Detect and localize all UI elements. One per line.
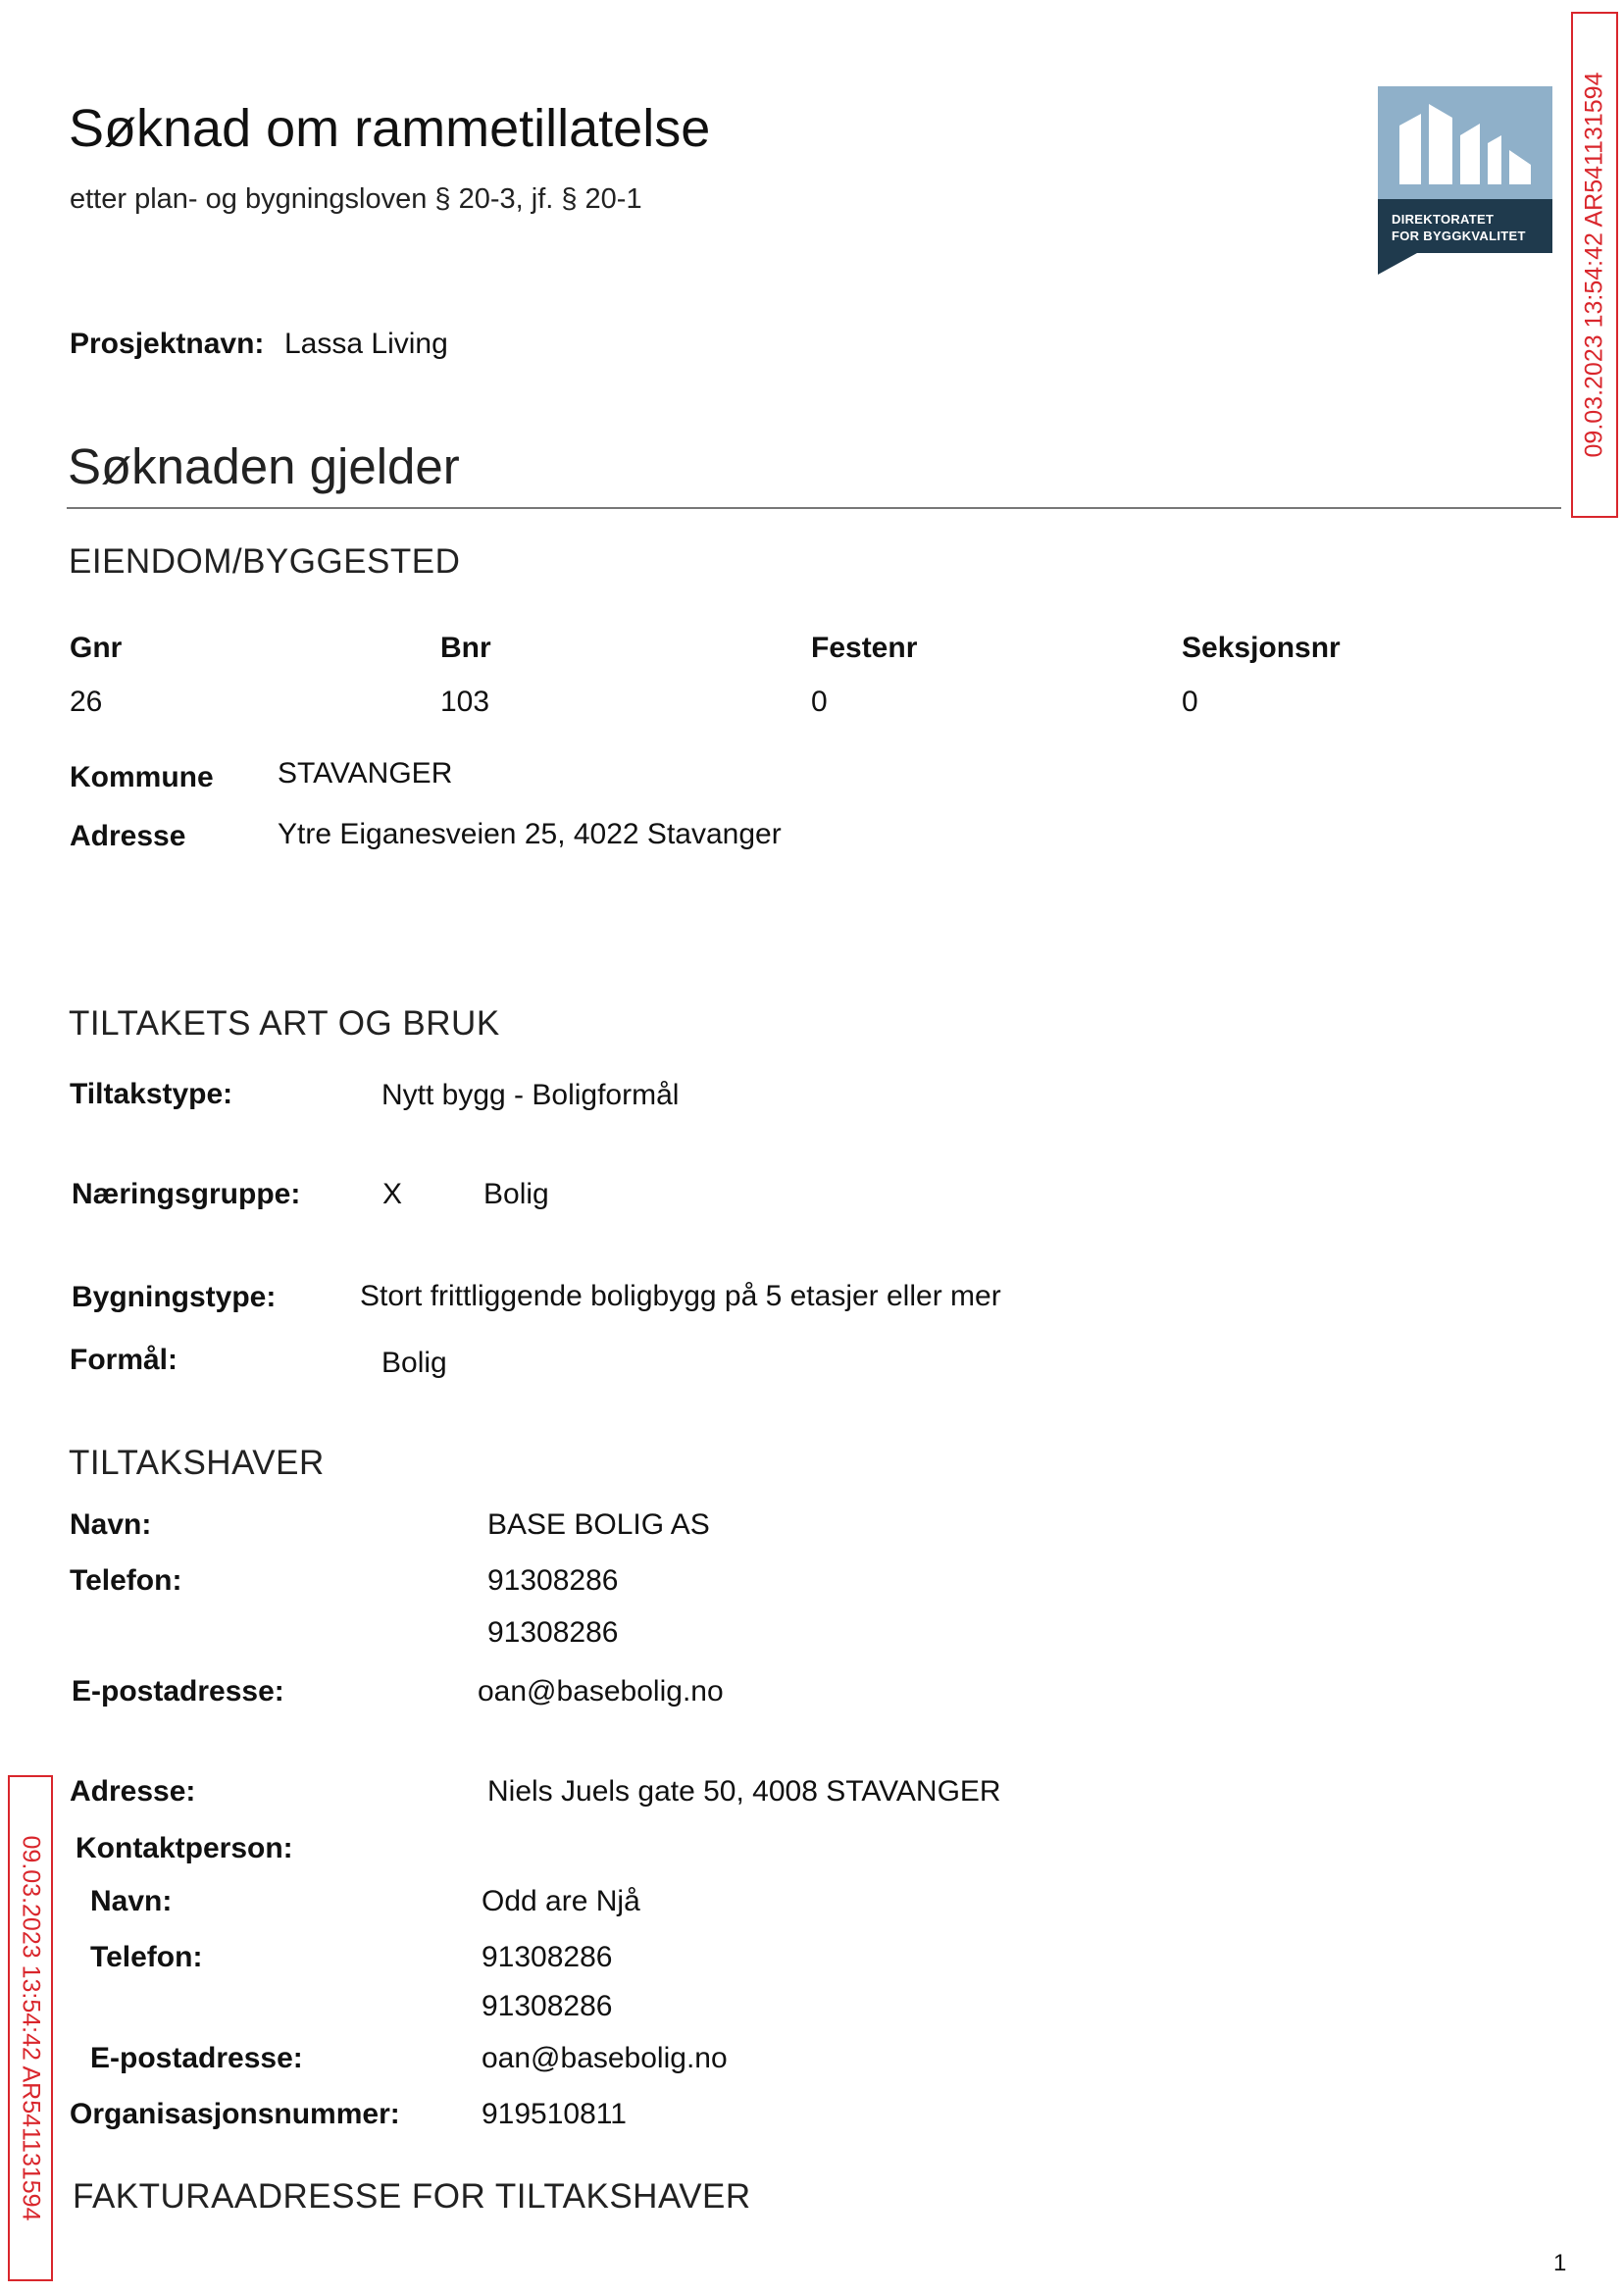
timestamp-stamp-right-text: 09.03.2023 13:54:42 AR541131594 <box>1580 72 1608 458</box>
section-divider <box>67 507 1561 509</box>
th-telefon2-value: 91308286 <box>487 1616 619 1649</box>
faktura-heading: FAKTURAADRESSE FOR TILTAKSHAVER <box>73 2177 751 2216</box>
gnr-value: 26 <box>70 686 103 718</box>
tiltak-heading: TILTAKETS ART OG BRUK <box>69 1004 500 1043</box>
kontakt-navn-label: Navn: <box>90 1885 173 1917</box>
kontakt-telefon-label: Telefon: <box>90 1941 203 1973</box>
bnr-value: 103 <box>440 686 490 718</box>
th-epost-label: E-postadresse: <box>72 1675 284 1708</box>
dibk-logo <box>1378 86 1552 275</box>
kommune-value: STAVANGER <box>278 757 453 790</box>
tiltakstype-value: Nytt bygg - Boligformål <box>381 1079 680 1111</box>
naering-value: Bolig <box>483 1178 549 1210</box>
formal-label: Formål: <box>70 1344 178 1376</box>
project-name: Lassa Living <box>284 328 448 360</box>
bygningstype-label: Bygningstype: <box>72 1281 277 1313</box>
formal-value: Bolig <box>381 1347 447 1379</box>
festenr-label: Festenr <box>811 632 918 664</box>
logo-line2: FOR BYGGKVALITET <box>1392 229 1526 243</box>
document-subtitle: etter plan- og bygningsloven § 20-3, jf. § 20-1 <box>70 183 642 215</box>
kontakt-telefon1-value: 91308286 <box>482 1941 613 1973</box>
seksjonsnr-value: 0 <box>1182 686 1198 718</box>
naering-label: Næringsgruppe: <box>72 1178 301 1210</box>
page-number: 1 <box>1553 2250 1567 2276</box>
adresse-value: Ytre Eiganesveien 25, 4022 Stavanger <box>278 818 782 850</box>
th-navn-label: Navn: <box>70 1508 152 1541</box>
gnr-label: Gnr <box>70 632 123 664</box>
th-adresse-label: Adresse: <box>70 1775 196 1808</box>
timestamp-stamp-left-text: 09.03.2023 13:54:42 AR541131594 <box>17 1835 45 2221</box>
timestamp-stamp-left <box>8 1775 53 2281</box>
festenr-value: 0 <box>811 686 828 718</box>
naering-code: X <box>382 1178 403 1210</box>
orgnr-label: Organisasjonsnummer: <box>70 2098 400 2130</box>
kontakt-label: Kontaktperson: <box>76 1832 293 1864</box>
eiendom-heading: EIENDOM/BYGGESTED <box>69 542 461 581</box>
kontakt-telefon2-value: 91308286 <box>482 1990 613 2022</box>
tiltakstype-label: Tiltakstype: <box>70 1078 233 1110</box>
bygningstype-value: Stort frittliggende boligbygg på 5 etasjer eller mer <box>360 1280 1001 1312</box>
th-navn-value: BASE BOLIG AS <box>487 1508 710 1541</box>
th-adresse-value: Niels Juels gate 50, 4008 STAVANGER <box>487 1775 1001 1808</box>
th-telefon1-value: 91308286 <box>487 1564 619 1597</box>
th-epost-value: oan@basebolig.no <box>478 1675 724 1708</box>
kontakt-epost-value: oan@basebolig.no <box>482 2042 728 2074</box>
bnr-label: Bnr <box>440 632 491 664</box>
orgnr-value: 919510811 <box>482 2098 627 2130</box>
th-telefon-label: Telefon: <box>70 1564 182 1597</box>
kontakt-navn-value: Odd are Njå <box>482 1885 640 1917</box>
timestamp-stamp-right <box>1571 12 1618 518</box>
project-label: Prosjektnavn: <box>70 328 265 360</box>
kontakt-epost-label: E-postadresse: <box>90 2042 303 2074</box>
adresse-label: Adresse <box>70 820 186 852</box>
buildings-logo-icon <box>1392 96 1539 194</box>
logo-line1: DIREKTORATET <box>1392 212 1495 227</box>
seksjonsnr-label: Seksjonsnr <box>1182 632 1341 664</box>
tiltakshaver-heading: TILTAKSHAVER <box>69 1444 325 1482</box>
section-heading: Søknaden gjelder <box>68 438 460 494</box>
kommune-label: Kommune <box>70 761 214 793</box>
document-title: Søknad om rammetillatelse <box>69 99 711 158</box>
